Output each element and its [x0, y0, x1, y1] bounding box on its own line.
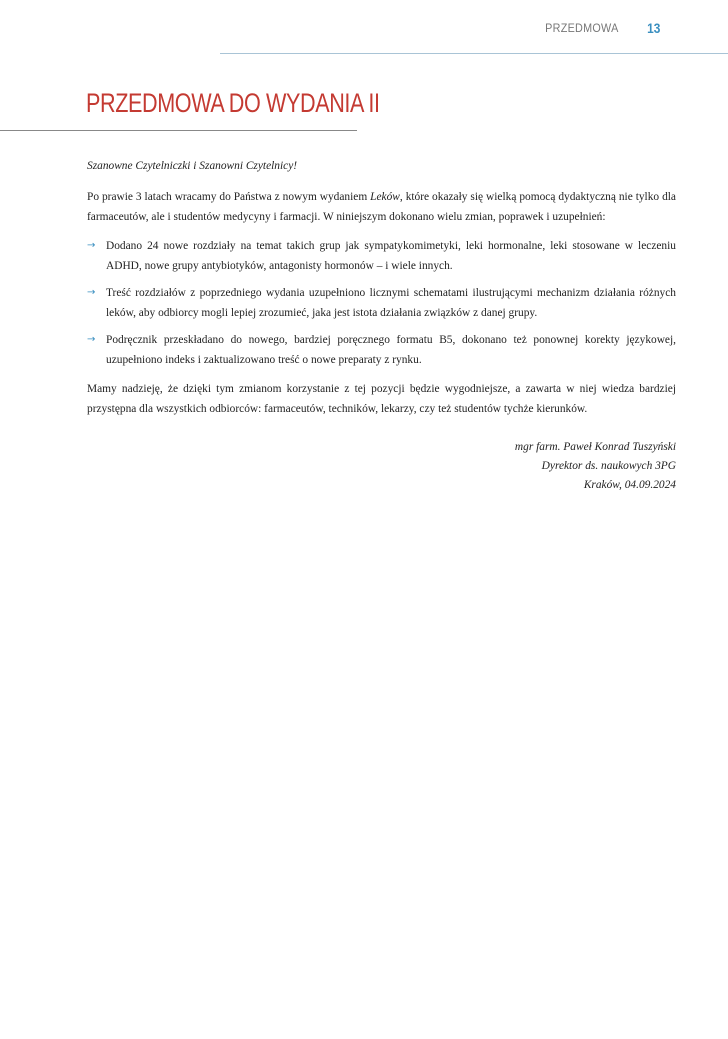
- list-item: [87, 330, 676, 371]
- signature-block: [87, 438, 676, 495]
- list-item-text: Podręcznik przeskładano do nowego, bardziej poręcznego formatu B5, dokonano też ponownej korekty językowej, uzupełniono indeks i zaktualizowano treść o nowe preparaty z rynku.: [106, 333, 676, 366]
- right-arrow-icon: →: [87, 286, 96, 298]
- closing-paragraph: Mamy nadzieję, że dzięki tym zmianom korzystanie z tej pozycji będzie wygodniejsze, a zawarta w niej wiedza bardziej przystępna dla wszystkich odbiorców: farmaceutów, techników, lekarzy, czy też studentów tychże kierunków.: [87, 382, 676, 415]
- signature-place-date: Kraków, 04.09.2024: [583, 478, 676, 491]
- list-item-text: Treść rozdziałów z poprzedniego wydania uzupełniono licznymi schematami ilustrującymi mechanizm działania różnych leków, aby odbiorcy mogli lepiej zrozumieć, jaka jest istota działania związków z danej grupy.: [106, 286, 676, 319]
- signature-role: Dyrektor ds. naukowych 3PG: [541, 459, 676, 472]
- book-title-italic: Leków: [370, 190, 400, 203]
- chapter-title: PRZEDMOWA DO WYDANIA II: [86, 88, 380, 118]
- title-rule: [0, 130, 357, 131]
- preface-body: [87, 156, 676, 495]
- intro-text-end: , które okazały się wielką pomocą dydaktyczną nie tylko dla farmaceutów, ale i studentów medycyny i farmacji. W niniejszym dokonano wielu zmian, poprawek i uzupełnień:: [87, 190, 676, 223]
- right-arrow-icon: →: [87, 239, 96, 251]
- running-head: [537, 20, 662, 36]
- changes-list: [87, 236, 676, 371]
- list-item-text: Dodano 24 nowe rozdziały na temat takich grup jak sympatykomimetyki, leki hormonalne, leki stosowane w leczeniu ADHD, nowe grupy antybiotyków, antagonisty hormonów – i wiele innych.: [106, 239, 676, 272]
- list-item: [87, 236, 676, 277]
- signature-name: mgr farm. Paweł Konrad Tuszyński: [514, 440, 676, 453]
- page-number: 13: [647, 20, 661, 36]
- intro-paragraph: [87, 187, 676, 228]
- salutation: Szanowne Czytelniczki i Szanowni Czytelnicy!: [87, 160, 298, 172]
- running-title: PRZEDMOWA: [544, 21, 619, 35]
- intro-text-start: Po prawie 3 latach wracamy do Państwa z nowym wydaniem: [87, 190, 371, 203]
- right-arrow-icon: →: [87, 333, 96, 345]
- list-item: [87, 283, 676, 324]
- header-rule: [220, 53, 728, 54]
